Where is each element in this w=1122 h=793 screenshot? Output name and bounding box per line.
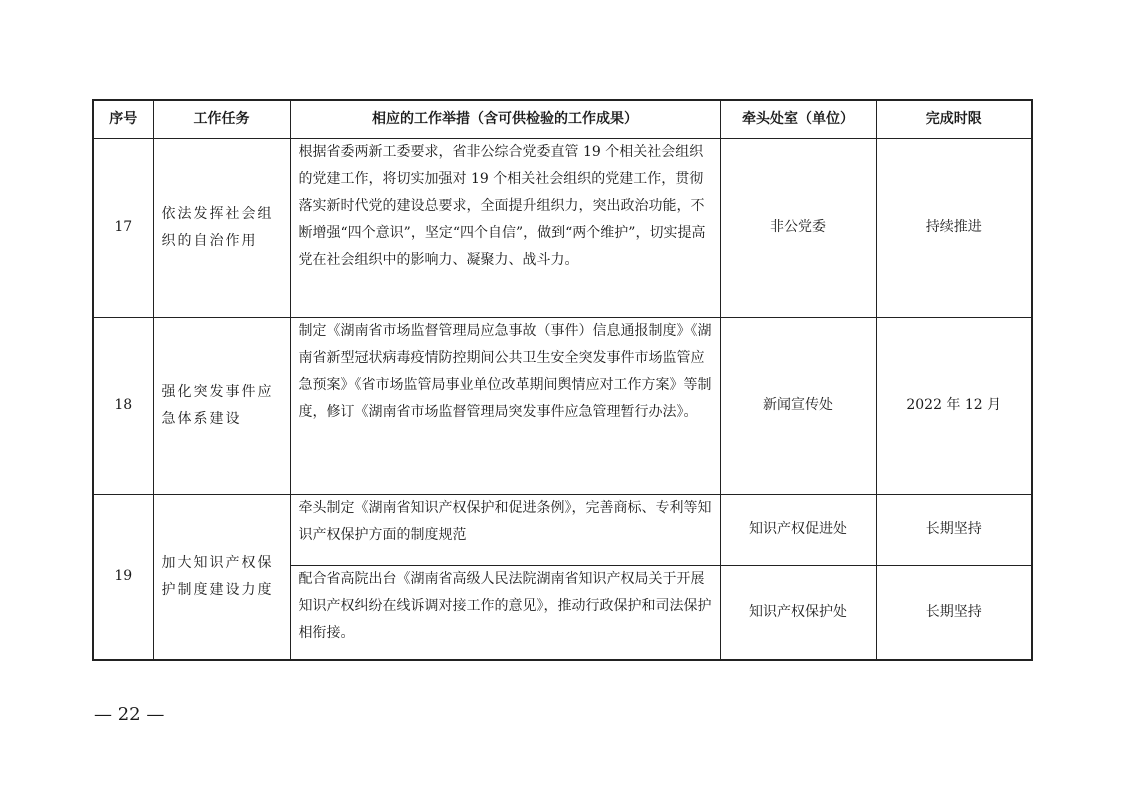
header-dept: 牵头处室（单位） <box>720 100 876 138</box>
row-task: 强化突发事件应急体系建设 <box>153 317 290 494</box>
header-task: 工作任务 <box>153 100 290 138</box>
row-no: 17 <box>93 138 153 317</box>
row-dept: 非公党委 <box>720 138 876 317</box>
table-row <box>93 138 1032 317</box>
header-deadline: 完成时限 <box>876 100 1032 138</box>
row-task: 加大知识产权保护制度建设力度 <box>153 494 290 660</box>
row-deadline: 2022 年 12 月 <box>876 317 1032 494</box>
row-measure: 根据省委两新工委要求，省非公综合党委直管 19 个相关社会组织的党建工作，将切实加强对 19 个相关社会组织的党建工作，贯彻落实新时代党的建设总要求，全面提升组织力，突出政治功能，不断增强“四个意识”，坚定“四个自信”，做到“两个维护”，切实提高党在社会组织中的影响力、凝聚力、战斗力。 <box>290 138 720 317</box>
task-table <box>92 99 1033 661</box>
row-deadline: 长期坚持 <box>876 494 1032 565</box>
row-measure: 配合省高院出台《湖南省高级人民法院湖南省知识产权局关于开展知识产权纠纷在线诉调对接工作的意见》，推动行政保护和司法保护相衔接。 <box>290 565 720 660</box>
row-task: 依法发挥社会组织的自治作用 <box>153 138 290 317</box>
row-measure: 牵头制定《湖南省知识产权保护和促进条例》，完善商标、专利等知识产权保护方面的制度规范 <box>290 494 720 565</box>
row-deadline: 持续推进 <box>876 138 1032 317</box>
page-number: — 22 — <box>94 704 165 725</box>
table-row <box>93 494 1032 565</box>
row-no: 19 <box>93 494 153 660</box>
header-measure: 相应的工作举措（含可供检验的工作成果） <box>290 100 720 138</box>
row-dept: 知识产权促进处 <box>720 494 876 565</box>
header-no: 序号 <box>93 100 153 138</box>
table-header-row <box>93 100 1032 138</box>
row-dept: 知识产权保护处 <box>720 565 876 660</box>
table-row <box>93 317 1032 494</box>
row-deadline: 长期坚持 <box>876 565 1032 660</box>
row-measure: 制定《湖南省市场监督管理局应急事故（事件）信息通报制度》《湖南省新型冠状病毒疫情防控期间公共卫生安全突发事件市场监管应急预案》《省市场监管局事业单位改革期间舆情应对工作方案》等制度，修订《湖南省市场监督管理局突发事件应急管理暂行办法》。 <box>290 317 720 494</box>
row-dept: 新闻宣传处 <box>720 317 876 494</box>
row-no: 18 <box>93 317 153 494</box>
